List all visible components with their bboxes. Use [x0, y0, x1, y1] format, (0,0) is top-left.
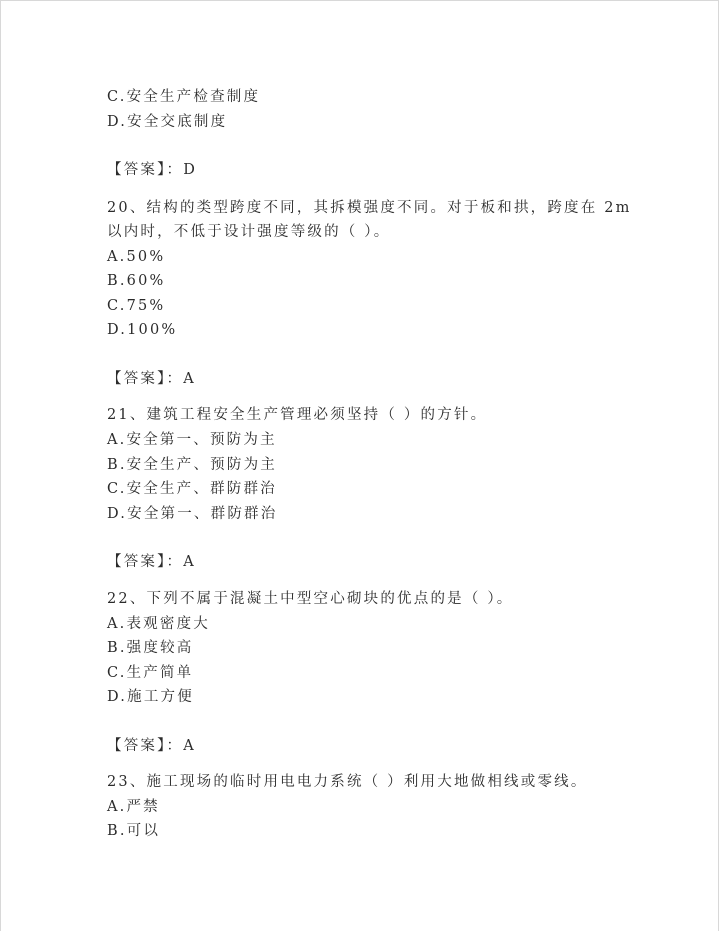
option-b-q20: B.60%: [107, 273, 166, 289]
option-c-q22: C.生产简单: [107, 665, 194, 681]
option-c-q19: C.安全生产检查制度: [107, 89, 261, 105]
option-c-q20: C.75%: [107, 298, 166, 314]
option-a-q21: A.安全第一、预防为主: [107, 432, 277, 448]
answer-q22: 【答案】：A: [107, 738, 196, 754]
question-20-line1: 20、结构的类型跨度不同，其拆模强度不同。对于板和拱，跨度在 2m: [107, 200, 632, 216]
answer-q19: 【答案】：D: [107, 162, 198, 178]
answer-q20: 【答案】：A: [107, 371, 196, 387]
option-b-q23: B.可以: [107, 823, 161, 839]
option-d-q20: D.100%: [107, 322, 178, 338]
option-b-q21: B.安全生产、预防为主: [107, 457, 277, 473]
question-22: 22、下列不属于混凝土中型空心砌块的优点的是（ ）。: [107, 591, 514, 607]
option-d-q21: D.安全第一、群防群治: [107, 506, 278, 522]
question-23: 23、施工现场的临时用电电力系统（ ）利用大地做相线或零线。: [107, 774, 588, 790]
option-d-q19: D.安全交底制度: [107, 114, 228, 130]
option-a-q22: A.表观密度大: [107, 616, 210, 632]
question-20-line2: 以内时，不低于设计强度等级的（ ）。: [107, 224, 391, 240]
option-a-q20: A.50%: [107, 249, 166, 265]
option-a-q23: A.严禁: [107, 799, 160, 815]
question-21: 21、建筑工程安全生产管理必须坚持（ ）的方针。: [107, 407, 488, 423]
option-c-q21: C.安全生产、群防群治: [107, 481, 277, 497]
answer-q21: 【答案】：A: [107, 554, 196, 570]
option-d-q22: D.施工方便: [107, 689, 194, 705]
option-b-q22: B.强度较高: [107, 640, 194, 656]
